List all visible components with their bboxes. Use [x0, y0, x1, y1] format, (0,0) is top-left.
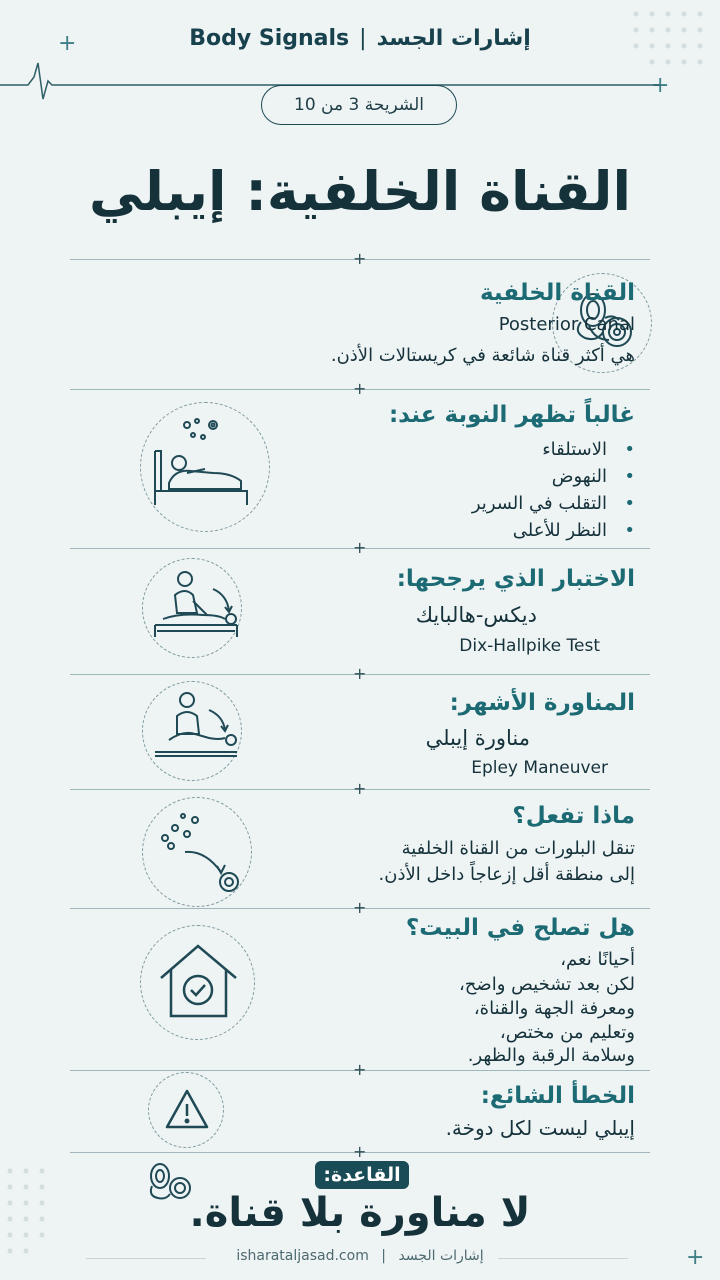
home-line-4: وتعليم من مختص، [499, 1022, 635, 1043]
plus-icon: + [353, 664, 367, 683]
plus-icon: + [353, 1060, 367, 1079]
rule-text: لا مناورة بلا قناة. [189, 1190, 531, 1236]
home-line-1: أحيانًا نعم، [560, 949, 635, 970]
footer-website[interactable]: isharataljasad.com [236, 1248, 369, 1264]
brand-arabic: إشارات الجسد [376, 26, 531, 51]
footer-brand: إشارات الجسد [398, 1248, 484, 1264]
what-line-1: تنقل البلورات من القناة الخلفية [401, 838, 635, 859]
plus-icon: + [353, 249, 367, 268]
dix-hallpike-icon [142, 558, 242, 658]
footer [0, 1248, 720, 1264]
section-title-what: ماذا تفعل؟ [512, 803, 635, 829]
plus-icon: + [353, 379, 367, 398]
warning-icon [148, 1072, 224, 1148]
slide-indicator: الشريحة 3 من 10 [261, 85, 457, 125]
home-line-2: لكن بعد تشخيص واضح، [458, 974, 635, 995]
section-title-test: الاختبار الذي يرجحها: [396, 566, 635, 592]
posterior-english-name: Posterior Canal [498, 314, 635, 335]
plus-icon: + [58, 31, 77, 56]
test-name-arabic: ديكس-هالبايك [415, 603, 537, 627]
rule-label: القاعدة: [315, 1161, 409, 1189]
section-title-maneuver: المناورة الأشهر: [449, 690, 635, 716]
home-line-3: ومعرفة الجهة والقناة، [473, 998, 635, 1019]
brand-header [0, 26, 720, 51]
trigger-list [472, 436, 635, 544]
section-title-posterior: القناة الخلفية [479, 280, 635, 306]
footer-separator: | [381, 1248, 387, 1264]
plus-icon: + [686, 1245, 705, 1270]
plus-icon: + [353, 779, 367, 798]
house-check-icon [140, 925, 255, 1040]
test-name-english: Dix-Hallpike Test [459, 636, 600, 656]
list-item: • الاستلقاء [472, 436, 635, 463]
plus-icon: + [353, 1142, 367, 1161]
posterior-description: هي أكثر قناة شائعة في كريستالات الأذن. [330, 345, 635, 366]
section-title-triggers: غالباً تظهر النوبة عند: [388, 402, 635, 428]
maneuver-name-english: Epley Maneuver [471, 758, 608, 778]
mistake-text: إيبلي ليست لكل دوخة. [445, 1116, 635, 1140]
section-title-home: هل تصلح في البيت؟ [405, 915, 635, 941]
plus-icon: + [651, 73, 670, 98]
section-title-mistake: الخطأ الشائع: [480, 1083, 635, 1109]
what-line-2: إلى منطقة أقل إزعاجاً داخل الأذن. [378, 864, 635, 885]
list-item: • النظر للأعلى [472, 517, 635, 544]
page-title: القناة الخلفية: إيبلي [89, 160, 631, 223]
brand-english: Body Signals [189, 26, 350, 51]
plus-icon: + [353, 898, 367, 917]
list-item: • التقلب في السرير [472, 490, 635, 517]
list-item: • النهوض [472, 463, 635, 490]
bed-icon [140, 402, 270, 532]
crystals-target-icon [142, 797, 252, 907]
brand-separator: | [359, 26, 367, 51]
home-line-5: وسلامة الرقبة والظهر. [467, 1045, 635, 1066]
epley-icon [142, 681, 242, 781]
plus-icon: + [353, 538, 367, 557]
maneuver-name-arabic: مناورة إيبلي [425, 726, 530, 750]
